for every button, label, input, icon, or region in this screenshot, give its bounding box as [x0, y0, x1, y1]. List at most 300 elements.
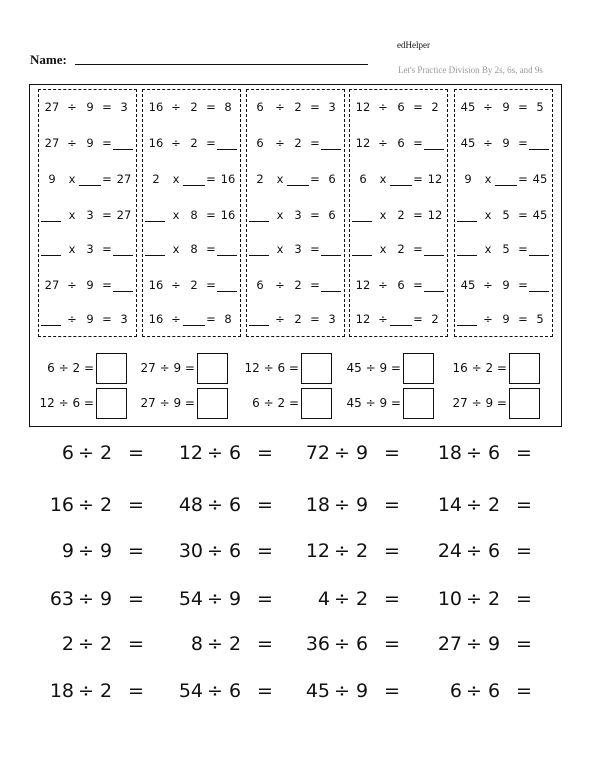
- number: 27: [44, 136, 60, 150]
- operator: ÷: [171, 136, 181, 150]
- boxed-problem: [32, 353, 127, 384]
- divisor: 6: [488, 442, 501, 464]
- operator: ÷: [171, 312, 181, 326]
- number: 2: [190, 278, 198, 292]
- answer-blank[interactable]: [113, 240, 133, 256]
- number: 6: [397, 100, 405, 114]
- answer-blank[interactable]: [457, 206, 477, 222]
- number: 9: [86, 136, 94, 150]
- fact-family-row: [143, 240, 242, 258]
- divide-sign: ÷: [207, 588, 223, 610]
- fact-family-row: [350, 310, 449, 328]
- number: 16: [148, 278, 164, 292]
- answer-box[interactable]: [96, 353, 127, 384]
- fact-family-column: [38, 89, 137, 337]
- answer-blank[interactable]: [495, 170, 517, 186]
- problem-expression: 12 ÷ 6 =: [39, 396, 94, 410]
- boxed-problem: [32, 388, 127, 419]
- fact-family-row: [247, 134, 346, 152]
- dividend: 6: [61, 442, 74, 464]
- answer-blank[interactable]: [249, 206, 269, 222]
- number: 6: [328, 208, 336, 222]
- dividend: 45: [305, 680, 330, 702]
- answer-blank[interactable]: [183, 170, 205, 186]
- division-problem: [304, 679, 404, 703]
- dividend: 8: [190, 633, 203, 655]
- operator: ÷: [378, 100, 388, 114]
- number: 2: [294, 312, 302, 326]
- equals-sign: =: [413, 208, 423, 222]
- divisor: 2: [229, 633, 242, 655]
- fact-family-column: [349, 89, 448, 337]
- equals-sign: =: [384, 494, 400, 516]
- number: 9: [48, 172, 56, 186]
- fact-family-row: [455, 98, 554, 116]
- operator: ÷: [275, 278, 285, 292]
- equals-sign: =: [518, 208, 528, 222]
- equals-sign: =: [516, 633, 532, 655]
- fact-family-row: [455, 310, 554, 328]
- number: 16: [220, 208, 236, 222]
- divisor: 2: [100, 633, 113, 655]
- number: 6: [397, 278, 405, 292]
- division-problem: [304, 539, 404, 563]
- number: 12: [355, 278, 371, 292]
- problem-expression: 45 ÷ 9 =: [346, 396, 401, 410]
- operator: ÷: [275, 136, 285, 150]
- fact-family-row: [350, 276, 449, 294]
- number: 6: [256, 100, 264, 114]
- dividend: 30: [178, 540, 203, 562]
- equals-sign: =: [206, 136, 216, 150]
- number: 45: [460, 136, 476, 150]
- division-problem: [436, 539, 536, 563]
- number: 2: [190, 136, 198, 150]
- equals-sign: =: [413, 312, 423, 326]
- equals-sign: =: [384, 540, 400, 562]
- divide-sign: ÷: [78, 494, 94, 516]
- number: 2: [190, 100, 198, 114]
- equals-sign: =: [310, 100, 320, 114]
- divisor: 2: [356, 588, 369, 610]
- equals-sign: =: [128, 540, 144, 562]
- division-problem: [177, 539, 277, 563]
- equals-sign: =: [206, 278, 216, 292]
- dividend: 16: [49, 494, 74, 516]
- divisor: 9: [356, 442, 369, 464]
- number: 9: [502, 136, 510, 150]
- fact-family-row: [455, 240, 554, 258]
- fact-family-row: [350, 98, 449, 116]
- divide-sign: ÷: [466, 680, 482, 702]
- answer-blank[interactable]: [217, 134, 237, 150]
- divide-sign: ÷: [207, 540, 223, 562]
- divisor: 6: [488, 540, 501, 562]
- number: 3: [120, 100, 128, 114]
- equals-sign: =: [518, 312, 528, 326]
- answer-blank[interactable]: [390, 170, 412, 186]
- division-problem: [436, 493, 536, 517]
- divisor: 6: [488, 680, 501, 702]
- number: 3: [86, 242, 94, 256]
- equals-sign: =: [206, 312, 216, 326]
- problem-expression: 27 ÷ 9 =: [452, 396, 507, 410]
- dividend: 18: [49, 680, 74, 702]
- division-problem: [48, 632, 148, 656]
- operator: x: [484, 208, 492, 222]
- operator: ÷: [67, 278, 77, 292]
- answer-blank[interactable]: [287, 170, 309, 186]
- operator: ÷: [67, 312, 77, 326]
- number: 16: [148, 100, 164, 114]
- dividend: 12: [305, 540, 330, 562]
- equals-sign: =: [518, 100, 528, 114]
- fact-family-row: [455, 206, 554, 224]
- fact-family-column: [454, 89, 553, 337]
- answer-blank[interactable]: [424, 240, 444, 256]
- equals-sign: =: [413, 242, 423, 256]
- equals-sign: =: [102, 172, 112, 186]
- answer-blank[interactable]: [217, 240, 237, 256]
- division-problem: [177, 587, 277, 611]
- number: 6: [256, 136, 264, 150]
- boxed-problem: [339, 353, 434, 384]
- fact-family-row: [143, 134, 242, 152]
- answer-blank[interactable]: [41, 310, 61, 326]
- division-problem: [304, 441, 404, 465]
- number: 9: [86, 100, 94, 114]
- number: 5: [502, 208, 510, 222]
- fact-family-row: [39, 98, 138, 116]
- number: 45: [460, 100, 476, 114]
- division-problem: [304, 632, 404, 656]
- fact-family-row: [350, 206, 449, 224]
- fact-family-row: [455, 134, 554, 152]
- dividend: 12: [178, 442, 203, 464]
- divide-sign: ÷: [334, 588, 350, 610]
- answer-blank[interactable]: [529, 134, 549, 150]
- number: 8: [190, 242, 198, 256]
- equals-sign: =: [516, 494, 532, 516]
- division-problem: [436, 632, 536, 656]
- answer-blank[interactable]: [217, 276, 237, 292]
- divide-sign: ÷: [207, 442, 223, 464]
- fact-family-row: [247, 240, 346, 258]
- operator: x: [68, 208, 76, 222]
- problem-expression: 12 ÷ 6 =: [244, 361, 299, 375]
- number: 6: [359, 172, 367, 186]
- operator: ÷: [171, 278, 181, 292]
- boxed-problem: [445, 388, 540, 419]
- number: 27: [44, 278, 60, 292]
- number: 8: [190, 208, 198, 222]
- equals-sign: =: [310, 208, 320, 222]
- number: 6: [397, 136, 405, 150]
- equals-sign: =: [257, 494, 273, 516]
- dividend: 6: [449, 680, 462, 702]
- equals-sign: =: [518, 278, 528, 292]
- number: 16: [148, 312, 164, 326]
- operator: ÷: [483, 278, 493, 292]
- answer-blank[interactable]: [321, 276, 341, 292]
- divide-sign: ÷: [207, 633, 223, 655]
- division-problem: [304, 587, 404, 611]
- dividend: 63: [49, 588, 74, 610]
- answer-blank[interactable]: [424, 134, 444, 150]
- number: 12: [355, 100, 371, 114]
- equals-sign: =: [102, 136, 112, 150]
- division-problem: [177, 441, 277, 465]
- fact-family-row: [39, 134, 138, 152]
- number: 9: [86, 278, 94, 292]
- number: 3: [86, 208, 94, 222]
- operator: x: [172, 242, 180, 256]
- boxed-problem: [133, 353, 228, 384]
- dividend: 4: [317, 588, 330, 610]
- divisor: 9: [488, 633, 501, 655]
- operator: ÷: [171, 100, 181, 114]
- fact-family-row: [39, 276, 138, 294]
- answer-box[interactable]: [96, 388, 127, 419]
- dividend: 72: [305, 442, 330, 464]
- number: 9: [502, 312, 510, 326]
- equals-sign: =: [384, 588, 400, 610]
- boxed-problem: [133, 388, 228, 419]
- number: 9: [86, 312, 94, 326]
- number: 3: [294, 242, 302, 256]
- answer-blank[interactable]: [145, 240, 165, 256]
- fact-family-row: [247, 276, 346, 294]
- number: 2: [294, 100, 302, 114]
- equals-sign: =: [518, 172, 528, 186]
- answer-blank[interactable]: [249, 310, 269, 326]
- answer-box[interactable]: [509, 388, 540, 419]
- answer-blank[interactable]: [424, 276, 444, 292]
- number: 16: [220, 172, 236, 186]
- fact-family-row: [350, 170, 449, 188]
- operator: x: [68, 242, 76, 256]
- answer-blank[interactable]: [390, 310, 412, 326]
- number: 12: [355, 136, 371, 150]
- number: 5: [536, 312, 544, 326]
- boxed-problem: [237, 388, 332, 419]
- equals-sign: =: [128, 588, 144, 610]
- answer-blank[interactable]: [249, 240, 269, 256]
- number: 3: [120, 312, 128, 326]
- divide-sign: ÷: [334, 442, 350, 464]
- number: 9: [464, 172, 472, 186]
- equals-sign: =: [102, 242, 112, 256]
- answer-blank[interactable]: [41, 206, 61, 222]
- answer-box[interactable]: [403, 388, 434, 419]
- divide-sign: ÷: [466, 494, 482, 516]
- answer-blank[interactable]: [457, 310, 477, 326]
- divisor: 9: [100, 540, 113, 562]
- divide-sign: ÷: [334, 680, 350, 702]
- divisor: 2: [488, 588, 501, 610]
- divide-sign: ÷: [466, 442, 482, 464]
- dividend: 9: [61, 540, 74, 562]
- answer-blank[interactable]: [352, 240, 372, 256]
- division-problem: [436, 441, 536, 465]
- number: 8: [224, 312, 232, 326]
- dividend: 36: [305, 633, 330, 655]
- answer-blank[interactable]: [457, 240, 477, 256]
- equals-sign: =: [516, 442, 532, 464]
- divisor: 6: [356, 633, 369, 655]
- answer-blank[interactable]: [529, 240, 549, 256]
- answer-box[interactable]: [197, 353, 228, 384]
- number: 6: [256, 278, 264, 292]
- division-problem: [177, 632, 277, 656]
- division-problem: [177, 493, 277, 517]
- divisor: 9: [356, 680, 369, 702]
- equals-sign: =: [128, 680, 144, 702]
- dividend: 18: [305, 494, 330, 516]
- division-problem: [304, 493, 404, 517]
- divisor: 6: [229, 442, 242, 464]
- equals-sign: =: [257, 442, 273, 464]
- number: 2: [431, 312, 439, 326]
- answer-blank[interactable]: [321, 240, 341, 256]
- number: 2: [294, 136, 302, 150]
- divisor: 2: [100, 442, 113, 464]
- equals-sign: =: [257, 680, 273, 702]
- dividend: 2: [61, 633, 74, 655]
- operator: ÷: [378, 312, 388, 326]
- name-line[interactable]: [75, 64, 368, 65]
- equals-sign: =: [413, 100, 423, 114]
- equals-sign: =: [310, 242, 320, 256]
- division-problem: [48, 587, 148, 611]
- answer-blank[interactable]: [321, 134, 341, 150]
- equals-sign: =: [518, 136, 528, 150]
- problem-expression: 27 ÷ 9 =: [140, 361, 195, 375]
- answer-blank[interactable]: [41, 240, 61, 256]
- answer-blank[interactable]: [113, 276, 133, 292]
- answer-blank[interactable]: [352, 206, 372, 222]
- number: 12: [355, 312, 371, 326]
- number: 45: [532, 208, 548, 222]
- division-problem: [48, 539, 148, 563]
- number: 3: [328, 312, 336, 326]
- number: 12: [427, 208, 443, 222]
- name-label: Name:: [30, 52, 67, 67]
- divide-sign: ÷: [334, 540, 350, 562]
- divide-sign: ÷: [334, 494, 350, 516]
- number: 27: [116, 208, 132, 222]
- equals-sign: =: [310, 136, 320, 150]
- operator: x: [276, 208, 284, 222]
- dividend: 18: [437, 442, 462, 464]
- divide-sign: ÷: [78, 633, 94, 655]
- fact-family-row: [350, 134, 449, 152]
- fact-family-row: [247, 206, 346, 224]
- divisor: 2: [100, 680, 113, 702]
- divisor: 9: [356, 494, 369, 516]
- operator: ÷: [67, 100, 77, 114]
- fact-family-row: [247, 98, 346, 116]
- fact-family-row: [247, 170, 346, 188]
- operator: ÷: [67, 136, 77, 150]
- answer-box[interactable]: [301, 388, 332, 419]
- fact-family-row: [39, 310, 138, 328]
- problem-expression: 16 ÷ 2 =: [452, 361, 507, 375]
- equals-sign: =: [102, 312, 112, 326]
- divisor: 2: [356, 540, 369, 562]
- divide-sign: ÷: [466, 540, 482, 562]
- division-problem: [48, 441, 148, 465]
- equals-sign: =: [128, 494, 144, 516]
- number: 9: [502, 278, 510, 292]
- fact-family-frame: [29, 84, 562, 427]
- answer-box[interactable]: [197, 388, 228, 419]
- equals-sign: =: [206, 242, 216, 256]
- problem-expression: 6 ÷ 2 =: [47, 361, 94, 375]
- answer-box[interactable]: [509, 353, 540, 384]
- equals-sign: =: [413, 278, 423, 292]
- fact-family-column: [246, 89, 345, 337]
- division-problem: [177, 679, 277, 703]
- fact-family-row: [247, 310, 346, 328]
- answer-box[interactable]: [403, 353, 434, 384]
- fact-family-row: [39, 170, 138, 188]
- operator: x: [276, 242, 284, 256]
- fact-family-row: [455, 276, 554, 294]
- divide-sign: ÷: [78, 442, 94, 464]
- fact-family-row: [455, 170, 554, 188]
- answer-blank[interactable]: [529, 276, 549, 292]
- operator: x: [379, 172, 387, 186]
- equals-sign: =: [206, 100, 216, 114]
- equals-sign: =: [102, 278, 112, 292]
- division-problem: [436, 679, 536, 703]
- equals-sign: =: [384, 633, 400, 655]
- number: 45: [532, 172, 548, 186]
- equals-sign: =: [516, 540, 532, 562]
- divisor: 2: [100, 494, 113, 516]
- equals-sign: =: [413, 172, 423, 186]
- equals-sign: =: [413, 136, 423, 150]
- answer-blank[interactable]: [145, 206, 165, 222]
- equals-sign: =: [102, 208, 112, 222]
- divisor: 2: [488, 494, 501, 516]
- answer-box[interactable]: [301, 353, 332, 384]
- number: 9: [502, 100, 510, 114]
- operator: x: [484, 172, 492, 186]
- worksheet-subtitle: Let's Practice Division By 2s, 6s, and 9s: [398, 65, 543, 75]
- dividend: 27: [437, 633, 462, 655]
- number: 27: [116, 172, 132, 186]
- answer-blank[interactable]: [79, 170, 101, 186]
- fact-family-row: [39, 206, 138, 224]
- equals-sign: =: [310, 278, 320, 292]
- dividend: 24: [437, 540, 462, 562]
- dividend: 54: [178, 588, 203, 610]
- equals-sign: =: [516, 680, 532, 702]
- divide-sign: ÷: [466, 588, 482, 610]
- division-problem: [48, 679, 148, 703]
- number: 2: [397, 208, 405, 222]
- equals-sign: =: [384, 680, 400, 702]
- divisor: 6: [229, 494, 242, 516]
- answer-blank[interactable]: [183, 310, 205, 326]
- operator: x: [172, 208, 180, 222]
- divisor: 6: [229, 540, 242, 562]
- fact-family-row: [143, 170, 242, 188]
- answer-blank[interactable]: [113, 134, 133, 150]
- fact-family-row: [143, 276, 242, 294]
